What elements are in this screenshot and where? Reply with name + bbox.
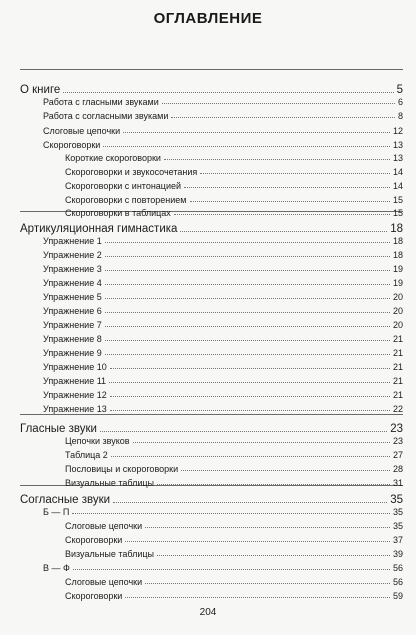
dot-leader: [180, 231, 387, 232]
toc-entry-label: Скороговорки: [43, 140, 101, 150]
toc-entry-label: Гласные звуки: [20, 423, 97, 435]
toc-entry-label: Скороговорки: [65, 535, 123, 545]
toc-entry-label: Скороговорки с интонацией: [65, 181, 182, 191]
toc-entry: [43, 137, 403, 150]
toc-entry-label: Б — П: [43, 507, 70, 517]
toc-entry: [43, 289, 403, 302]
dot-leader: [105, 312, 390, 313]
dot-leader: [103, 146, 390, 147]
toc-entry-label: Визуальные таблицы: [65, 478, 155, 488]
toc-entry-label: Упражнение 4: [43, 278, 102, 288]
toc-entry-label: Визуальные таблицы: [65, 549, 155, 559]
toc-entry: [43, 123, 403, 136]
toc-entry-page: 31: [392, 478, 403, 488]
toc-entry: [65, 447, 403, 460]
dot-leader: [200, 173, 390, 174]
toc-entry-page: 59: [392, 591, 403, 601]
dot-leader: [145, 583, 390, 584]
toc-entry-label: Упражнение 9: [43, 348, 102, 358]
toc-entry: [65, 178, 403, 191]
toc-entry-label: Упражнение 8: [43, 334, 102, 344]
dot-leader: [105, 326, 390, 327]
toc-entry-label: Слоговые цепочки: [65, 521, 143, 531]
toc-entry-page: 8: [397, 111, 403, 121]
toc-entry-label: Упражнение 6: [43, 306, 102, 316]
toc-entry-page: 21: [392, 390, 403, 400]
toc-entry: [65, 475, 403, 488]
toc-entry-label: В — Ф: [43, 563, 70, 573]
dot-leader: [105, 298, 390, 299]
dot-leader: [162, 103, 395, 104]
toc-entry-page: 18: [392, 236, 403, 246]
page-number: 204: [199, 607, 217, 618]
toc-entry-page: 22: [392, 404, 403, 414]
toc-entry-page: 13: [392, 140, 403, 150]
dot-leader: [145, 527, 390, 528]
toc-entry-page: 15: [392, 195, 403, 205]
dot-leader: [110, 368, 390, 369]
dot-leader: [105, 256, 390, 257]
toc-entry-label: Скороговорки: [65, 591, 123, 601]
toc-entry-page: 20: [392, 306, 403, 316]
toc-entry-label: Цепочки звуков: [65, 436, 130, 446]
dot-leader: [63, 92, 393, 93]
toc-entry-page: 35: [392, 521, 403, 531]
toc-entry: [43, 373, 403, 386]
dot-leader: [123, 132, 390, 133]
toc-entry-page: 21: [392, 348, 403, 358]
dot-leader: [164, 159, 390, 160]
toc-entry-label: Упражнение 10: [43, 362, 107, 372]
toc-entry-label: Таблица 2: [65, 450, 108, 460]
toc-entry-page: 27: [392, 450, 403, 460]
dot-leader: [105, 354, 390, 355]
dot-leader: [105, 340, 390, 341]
toc-entry-page: 21: [392, 334, 403, 344]
toc-entry-label: Упражнение 3: [43, 264, 102, 274]
toc-entry-page: 21: [392, 362, 403, 372]
toc-entry: [43, 247, 403, 260]
toc-entry-page: 20: [392, 320, 403, 330]
dot-leader: [181, 470, 390, 471]
toc-entry-page: 14: [392, 181, 403, 191]
dot-leader: [157, 555, 390, 556]
toc-entry-page: 18: [392, 250, 403, 260]
toc-entry: [43, 108, 403, 121]
toc-entry-page: 23: [390, 423, 403, 435]
toc-entry: [43, 345, 403, 358]
toc-entry: [43, 504, 403, 517]
dot-leader: [157, 484, 390, 485]
toc-entry-page: 6: [397, 97, 403, 107]
toc-entry-label: Упражнение 1: [43, 236, 102, 246]
dot-leader: [105, 284, 390, 285]
toc-entry: [43, 331, 403, 344]
toc-entry-page: 18: [390, 223, 403, 235]
dot-leader: [125, 597, 390, 598]
toc-entry-label: О книге: [20, 84, 61, 96]
dot-leader: [184, 187, 390, 188]
dot-leader: [113, 502, 387, 503]
toc-entry: [65, 150, 403, 163]
toc-entry-label: Работа с согласными звуками: [43, 111, 169, 121]
toc-entry-label: Артикуляционная гимнастика: [20, 223, 178, 235]
dot-leader: [111, 456, 390, 457]
toc-entry-page: 35: [390, 494, 403, 506]
toc-entry-page: 15: [392, 208, 403, 218]
toc-entry: [43, 303, 403, 316]
toc-entry-page: 13: [392, 153, 403, 163]
toc-entry: [65, 574, 403, 587]
toc-entry-page: 19: [392, 278, 403, 288]
dot-leader: [171, 117, 395, 118]
toc-entry-page: 39: [392, 549, 403, 559]
toc-entry: [65, 192, 403, 205]
dot-leader: [110, 410, 390, 411]
toc-entry-page: 28: [392, 464, 403, 474]
toc-entry: [65, 546, 403, 559]
toc-entry: [65, 588, 403, 601]
toc-entry: [43, 94, 403, 107]
toc-entry-page: 5: [396, 84, 403, 96]
toc-entry: [43, 387, 403, 400]
toc-entry-label: Скороговорки и звукосочетания: [65, 167, 198, 177]
toc-entry-label: Упражнение 13: [43, 404, 107, 414]
toc-entry-label: Скороговорки с повторением: [65, 195, 187, 205]
toc-entry-label: Слоговые цепочки: [65, 577, 143, 587]
toc-entry-page: 12: [392, 126, 403, 136]
dot-leader: [105, 242, 390, 243]
toc-entry: [65, 461, 403, 474]
dot-leader: [110, 396, 390, 397]
dot-leader: [72, 513, 390, 514]
toc-entry-page: 35: [392, 507, 403, 517]
toc-entry: [43, 560, 403, 573]
toc-entry-label: Работа с гласными звуками: [43, 97, 159, 107]
toc-entry-label: Упражнение 11: [43, 376, 107, 386]
toc-entry-page: 23: [392, 436, 403, 446]
toc-entry: [65, 433, 403, 446]
toc-entry-label: Пословицы и скороговорки: [65, 464, 179, 474]
dot-leader: [190, 201, 390, 202]
toc-entry: [65, 518, 403, 531]
toc-entry: [43, 233, 403, 246]
toc-entry: [43, 261, 403, 274]
toc-entry: [65, 532, 403, 545]
toc-entry-page: 21: [392, 376, 403, 386]
dot-leader: [105, 270, 390, 271]
toc-entry-label: Слоговые цепочки: [43, 126, 121, 136]
toc-entry: [65, 164, 403, 177]
toc-entry-label: Скороговорки в таблицах: [65, 208, 171, 218]
toc-entry: [43, 275, 403, 288]
dot-leader: [133, 442, 390, 443]
toc-entry-label: Упражнение 12: [43, 390, 107, 400]
page-title: ОГЛАВЛЕНИЕ: [153, 10, 263, 27]
toc-entry-label: Короткие скороговорки: [65, 153, 161, 163]
dot-leader: [125, 541, 390, 542]
toc-entry-label: Согласные звуки: [20, 494, 111, 506]
toc-entry-label: Упражнение 7: [43, 320, 102, 330]
toc-entry-page: 56: [392, 577, 403, 587]
dot-leader: [100, 431, 387, 432]
toc-entry: [43, 359, 403, 372]
toc-entry-label: Упражнение 2: [43, 250, 102, 260]
toc-entry-page: 19: [392, 264, 403, 274]
dot-leader: [174, 214, 390, 215]
dot-leader: [73, 569, 390, 570]
toc-entry: [43, 401, 403, 414]
toc-entry-page: 37: [392, 535, 403, 545]
toc-entry-label: Упражнение 5: [43, 292, 102, 302]
dot-leader: [109, 382, 390, 383]
toc-entry: [65, 205, 403, 218]
toc-entry-page: 56: [392, 563, 403, 573]
toc-entry: [43, 317, 403, 330]
toc-entry-page: 20: [392, 292, 403, 302]
toc-entry-page: 14: [392, 167, 403, 177]
